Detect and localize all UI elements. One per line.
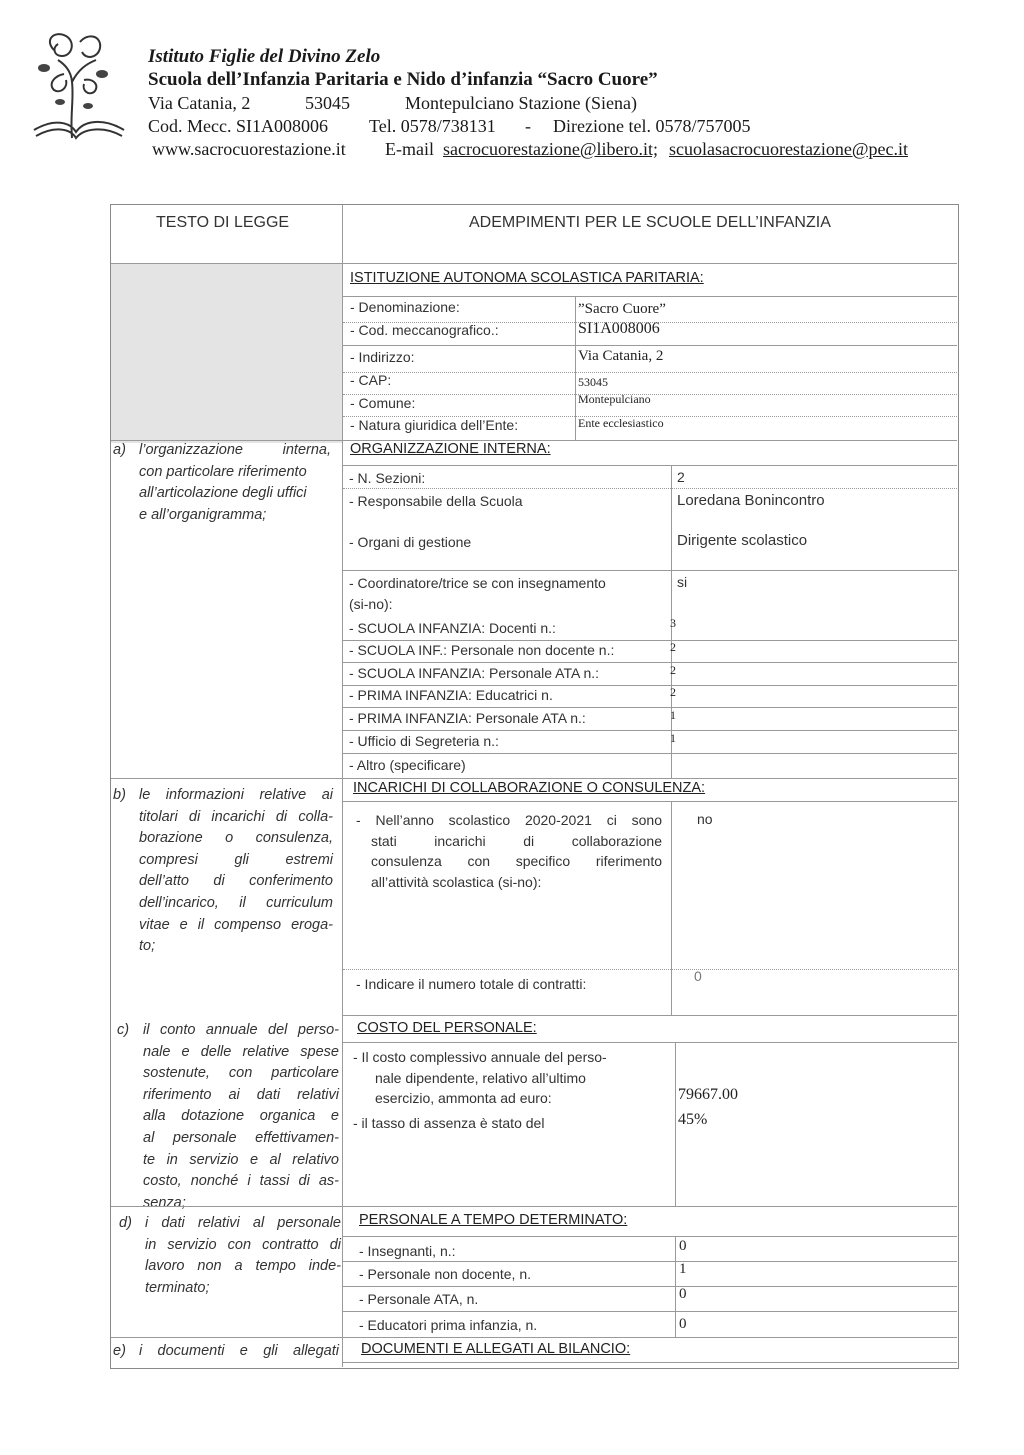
label-responsabile: - Responsabile della Scuola bbox=[349, 493, 523, 509]
question-incarichi: - Nell’anno scolastico 2020-2021 ci sono stati incarichi di collaborazione consulenza con specifico riferimento all’attività scolastica (si-no): bbox=[356, 812, 662, 890]
law-marker-d: d) bbox=[119, 1215, 132, 1231]
label-indirizzo: - Indirizzo: bbox=[350, 349, 415, 365]
law-text-e: e) i documenti e gli allegati bbox=[139, 1341, 339, 1363]
value-coordinatore: si bbox=[677, 574, 688, 590]
email-link-pec[interactable]: scuolasacrocuorestazione@pec.it bbox=[669, 139, 908, 159]
law-text-a: a) l’organizzazione interna, con particolare riferimento all’articolazione degli uffici e all’organigramma; bbox=[113, 442, 331, 523]
label-cod-mecc: - Cod. meccanografico.: bbox=[350, 322, 499, 338]
website-link[interactable]: www.sacrocuorestazione.it bbox=[152, 139, 346, 159]
value-costo: 79667.00 bbox=[678, 1086, 738, 1103]
header-row-line bbox=[111, 263, 957, 264]
value-non-docente-infanzia: 2 bbox=[670, 640, 676, 654]
institute-logo bbox=[14, 20, 140, 146]
label-non-docente: - Personale non docente, n. bbox=[359, 1266, 532, 1282]
col-header-duties: ADEMPIMENTI PER LE SCUOLE DELL’INFANZIA bbox=[469, 214, 831, 231]
law-marker-c: c) bbox=[117, 1022, 130, 1038]
label-educatrici-prima-infanzia: - PRIMA INFANZIA: Educatrici n. bbox=[349, 687, 553, 703]
label-numero-contratti: - Indicare il numero totale di contratti: bbox=[356, 976, 587, 992]
column-divider bbox=[342, 205, 343, 1367]
value-insegnanti: 0 bbox=[679, 1238, 687, 1254]
label-cap: - CAP: bbox=[350, 372, 392, 388]
value-incarichi: no bbox=[697, 811, 713, 827]
section-title-incarichi: INCARICHI DI COLLABORAZIONE O CONSULENZA: bbox=[353, 780, 706, 796]
law-text-c: c) il conto annuale del perso- nale e delle relative spese sostenute, con particolare riferimento ai dati relativi alla dotazione organica e al personale effettivamen- te in servizio e al relativo costo, nonché i tassi di as- senza; bbox=[117, 1022, 339, 1211]
value-organi-gestione: Dirigente scolastico bbox=[677, 532, 808, 549]
label-segreteria: - Ufficio di Segreteria n.: bbox=[349, 733, 499, 749]
address-cap: 53045 bbox=[305, 93, 350, 113]
value-personale-ata: 0 bbox=[679, 1286, 687, 1302]
law-marker-b: b) bbox=[113, 787, 126, 803]
law-text-b: b) le informazioni relative ai titolari di incarichi di colla- borazione o consulenza, compresi gli estremi dell’atto di conferimento dell’incarico, il curriculum vitae e il compenso eroga- to; bbox=[113, 787, 333, 955]
col-header-law: TESTO DI LEGGE bbox=[156, 214, 290, 231]
label-insegnanti: - Insegnanti, n.: bbox=[359, 1243, 456, 1259]
direction-phone: Direzione tel. 0578/757005 bbox=[553, 116, 751, 136]
section-title-tempo-determinato: PERSONALE A TEMPO DETERMINATO: bbox=[359, 1212, 628, 1228]
value-n-sezioni: 2 bbox=[677, 469, 685, 485]
value-denominazione: ”Sacro Cuore” bbox=[578, 301, 666, 317]
value-docenti-infanzia: 3 bbox=[670, 616, 676, 630]
section-title-istituzione: ISTITUZIONE AUTONOMA SCOLASTICA PARITARIA: bbox=[350, 270, 704, 286]
value-ata-infanzia: 2 bbox=[670, 663, 676, 677]
value-comune: Montepulciano bbox=[578, 392, 651, 406]
address-city: Montepulciano Stazione (Siena) bbox=[405, 93, 637, 113]
label-comune: - Comune: bbox=[350, 395, 416, 411]
value-educatrici-prima-infanzia: 2 bbox=[670, 685, 676, 699]
label-docenti-infanzia: - SCUOLA INFANZIA: Docenti n.: bbox=[349, 620, 556, 636]
section-title-organizzazione: ORGANIZZAZIONE INTERNA: bbox=[350, 441, 551, 457]
label-coordinatore-sino: (si-no): bbox=[349, 596, 393, 612]
label-organi-gestione: - Organi di gestione bbox=[349, 534, 472, 550]
value-cap: 53045 bbox=[578, 375, 608, 389]
email-link-libero[interactable]: sacrocuorestazione@libero.it; bbox=[443, 139, 658, 159]
email-label: E-mail bbox=[385, 139, 434, 159]
header-separator: - bbox=[525, 116, 531, 136]
law-marker-a: a) bbox=[113, 442, 126, 458]
value-tasso-assenza: 45% bbox=[678, 1111, 708, 1128]
label-tasso-assenza: - il tasso di assenza è stato del bbox=[353, 1115, 545, 1131]
label-coordinatore: - Coordinatore/trice se con insegnamento bbox=[349, 575, 606, 591]
section-title-documenti: DOCUMENTI E ALLEGATI AL BILANCIO: bbox=[361, 1341, 631, 1357]
value-ata-prima-infanzia: 1 bbox=[670, 708, 676, 722]
label-altro: - Altro (specificare) bbox=[349, 757, 466, 773]
label-ata-prima-infanzia: - PRIMA INFANZIA: Personale ATA n.: bbox=[349, 710, 586, 726]
value-natura-giuridica: Ente ecclesiastico bbox=[578, 416, 664, 430]
question-costo: - Il costo complessivo annuale del perso- nale dipendente, relativo all’ultimo esercizio, ammonta ad euro: bbox=[353, 1049, 607, 1107]
institute-name: Istituto Figlie del Divino Zelo bbox=[148, 46, 381, 67]
law-text-d: d) i dati relativi al personale in servizio con contratto di lavoro non a tempo inde- terminato; bbox=[119, 1215, 341, 1296]
label-educatori: - Educatori prima infanzia, n. bbox=[359, 1317, 538, 1333]
law-marker-e: e) bbox=[113, 1343, 126, 1359]
value-educatori: 0 bbox=[679, 1316, 687, 1332]
value-indirizzo: Via Catania, 2 bbox=[578, 348, 664, 364]
value-responsabile: Loredana Bonincontro bbox=[677, 492, 825, 509]
value-segreteria: 1 bbox=[670, 731, 676, 745]
label-denominazione: - Denominazione: bbox=[350, 299, 460, 315]
mecc-code: Cod. Mecc. SI1A008006 bbox=[148, 116, 328, 136]
label-n-sezioni: - N. Sezioni: bbox=[349, 470, 426, 486]
value-non-docente: 1 bbox=[679, 1261, 687, 1277]
label-ata-infanzia: - SCUOLA INFANZIA: Personale ATA n.: bbox=[349, 665, 600, 681]
value-numero-contratti: 0 bbox=[694, 968, 702, 984]
school-phone: Tel. 0578/738131 bbox=[369, 116, 496, 136]
address-street: Via Catania, 2 bbox=[148, 93, 251, 113]
label-natura-giuridica: - Natura giuridica dell’Ente: bbox=[350, 417, 519, 433]
label-non-docente-infanzia: - SCUOLA INF.: Personale non docente n.: bbox=[349, 642, 615, 658]
label-personale-ata: - Personale ATA, n. bbox=[359, 1291, 479, 1307]
section-title-costo: COSTO DEL PERSONALE: bbox=[357, 1020, 537, 1036]
school-name: Scuola dell’Infanzia Paritaria e Nido d’infanzia “Sacro Cuore” bbox=[148, 69, 658, 90]
value-cod-mecc: SI1A008006 bbox=[578, 320, 660, 337]
grey-cell bbox=[111, 263, 342, 443]
